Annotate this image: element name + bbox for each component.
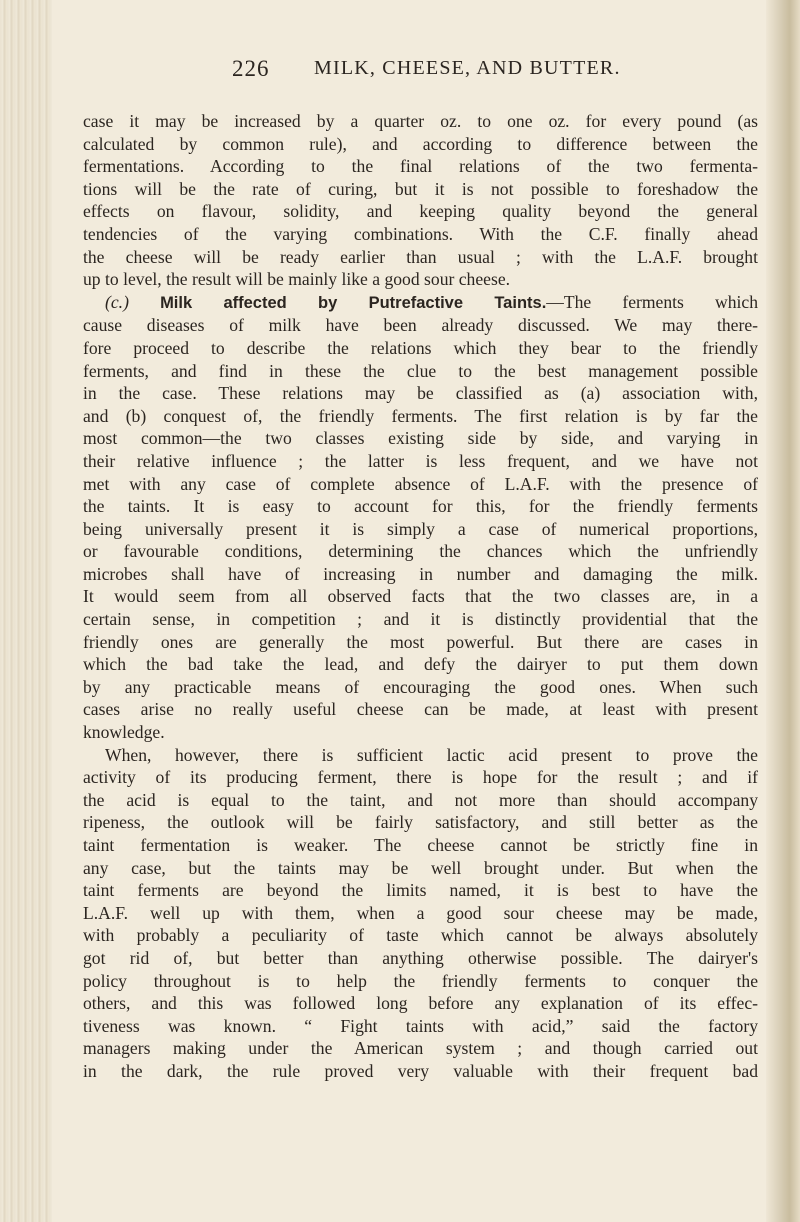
text-line: cases arise no really useful cheese can be made, at least with present xyxy=(83,699,758,720)
text-line: tendencies of the varying combinations. With the C.F. finally ahead xyxy=(83,223,758,244)
text-line: When, however, there is sufficient lactic acid present to prove the xyxy=(105,744,758,765)
text-line: ferments, and find in these the clue to the best management possible xyxy=(83,360,758,381)
text-line: the cheese will be ready earlier than usual ; with the L.A.F. brought xyxy=(83,246,758,267)
text-line: in the dark, the rule proved very valuable with their frequent bad xyxy=(83,1060,758,1081)
text-line: L.A.F. well up with them, when a good sour cheese may be made, xyxy=(83,902,758,923)
text-line: effects on flavour, solidity, and keeping quality beyond the general xyxy=(83,201,758,222)
section-heading: Milk affected by Putrefactive Taints. xyxy=(160,293,547,312)
text-line: certain sense, in competition ; and it is distinctly providential that the xyxy=(83,609,758,630)
text-line: any case, but the taints may be well brought under. But when the xyxy=(83,857,758,878)
paragraph-3 xyxy=(83,744,758,1083)
text-line: most common—the two classes existing side by side, and varying in xyxy=(83,428,758,449)
paragraph-1 xyxy=(83,110,758,291)
text-line: tiveness was known. “ Fight taints with acid,” said the factory xyxy=(83,1015,758,1036)
text-line: the taints. It is easy to account for this, for the friendly ferments xyxy=(83,496,758,517)
text-line: the acid is equal to the taint, and not more than should accompany xyxy=(83,789,758,810)
text-line: taint fermentation is weaker. The cheese cannot be strictly fine in xyxy=(83,835,758,855)
text-line: tions will be the rate of curing, but it is not possible to foreshadow the xyxy=(83,178,758,199)
text-line: being universally present it is simply a case of numerical proportions, xyxy=(83,518,758,539)
body-text xyxy=(83,110,758,1083)
text-line: in the case. These relations may be classified as (a) association with, xyxy=(83,383,758,404)
text-line: up to level, the result will be mainly like a good sour cheese. xyxy=(83,269,511,290)
text-line: fermentations. According to the final relations of the two fermenta- xyxy=(83,156,758,177)
text-line: met with any case of complete absence of L.A.F. with the presence of xyxy=(83,473,758,494)
text-line: taint ferments are beyond the limits named, it is best to have the xyxy=(83,880,758,901)
text-line: knowledge. xyxy=(83,722,165,743)
text-line: microbes shall have of increasing in number and damaging the milk. xyxy=(83,563,758,584)
text-line: or favourable conditions, determining the chances which the unfriendly xyxy=(83,541,758,562)
text-line: friendly ones are generally the most powerful. But there are cases in xyxy=(83,631,758,652)
text-line: managers making under the American system ; and though carried out xyxy=(83,1038,758,1059)
text-line: cause diseases of milk have been already discussed. We may there- xyxy=(83,315,758,336)
text-line xyxy=(83,291,758,315)
text-line: by any practicable means of encouraging the good ones. When such xyxy=(83,676,758,697)
text-line: It would seem from all observed facts that the two classes are, in a xyxy=(83,586,758,607)
text-line: case it may be increased by a quarter oz. to one oz. for every pound (as xyxy=(83,111,758,131)
text-line: with probably a peculiarity of taste which cannot be always absolutely xyxy=(83,925,758,946)
running-title: MILK, CHEESE, AND BUTTER. xyxy=(314,57,621,79)
page-header xyxy=(232,56,652,86)
page-number: 226 xyxy=(232,56,270,81)
text-line: and (b) conquest of, the friendly ferments. The first relation is by far the xyxy=(83,405,758,426)
text-line: activity of its producing ferment, there is hope for the result ; and if xyxy=(83,767,758,788)
text-line: fore proceed to describe the relations which they bear to the friendly xyxy=(83,337,758,358)
text-line: which the bad take the lead, and defy the dairyer to put them down xyxy=(83,654,758,675)
text-line: ripeness, the outlook will be fairly satisfactory, and still better as the xyxy=(83,812,758,833)
text-line: got rid of, but better than anything otherwise possible. The dairyer's xyxy=(83,947,758,968)
book-gutter-shadow xyxy=(0,0,52,1222)
text-line: calculated by common rule), and according to difference between the xyxy=(83,133,758,154)
page-edge-shadow xyxy=(766,0,800,1222)
text-line: policy throughout is to help the friendly ferments to conquer the xyxy=(83,970,758,991)
text-line: others, and this was followed long before any explanation of its effec- xyxy=(83,993,758,1014)
section-heading-continuation: —The ferments which xyxy=(546,291,759,312)
text-line: their relative influence ; the latter is less frequent, and we have not xyxy=(83,450,758,471)
paragraph-2 xyxy=(83,291,758,744)
section-label: (c.) xyxy=(105,291,129,312)
